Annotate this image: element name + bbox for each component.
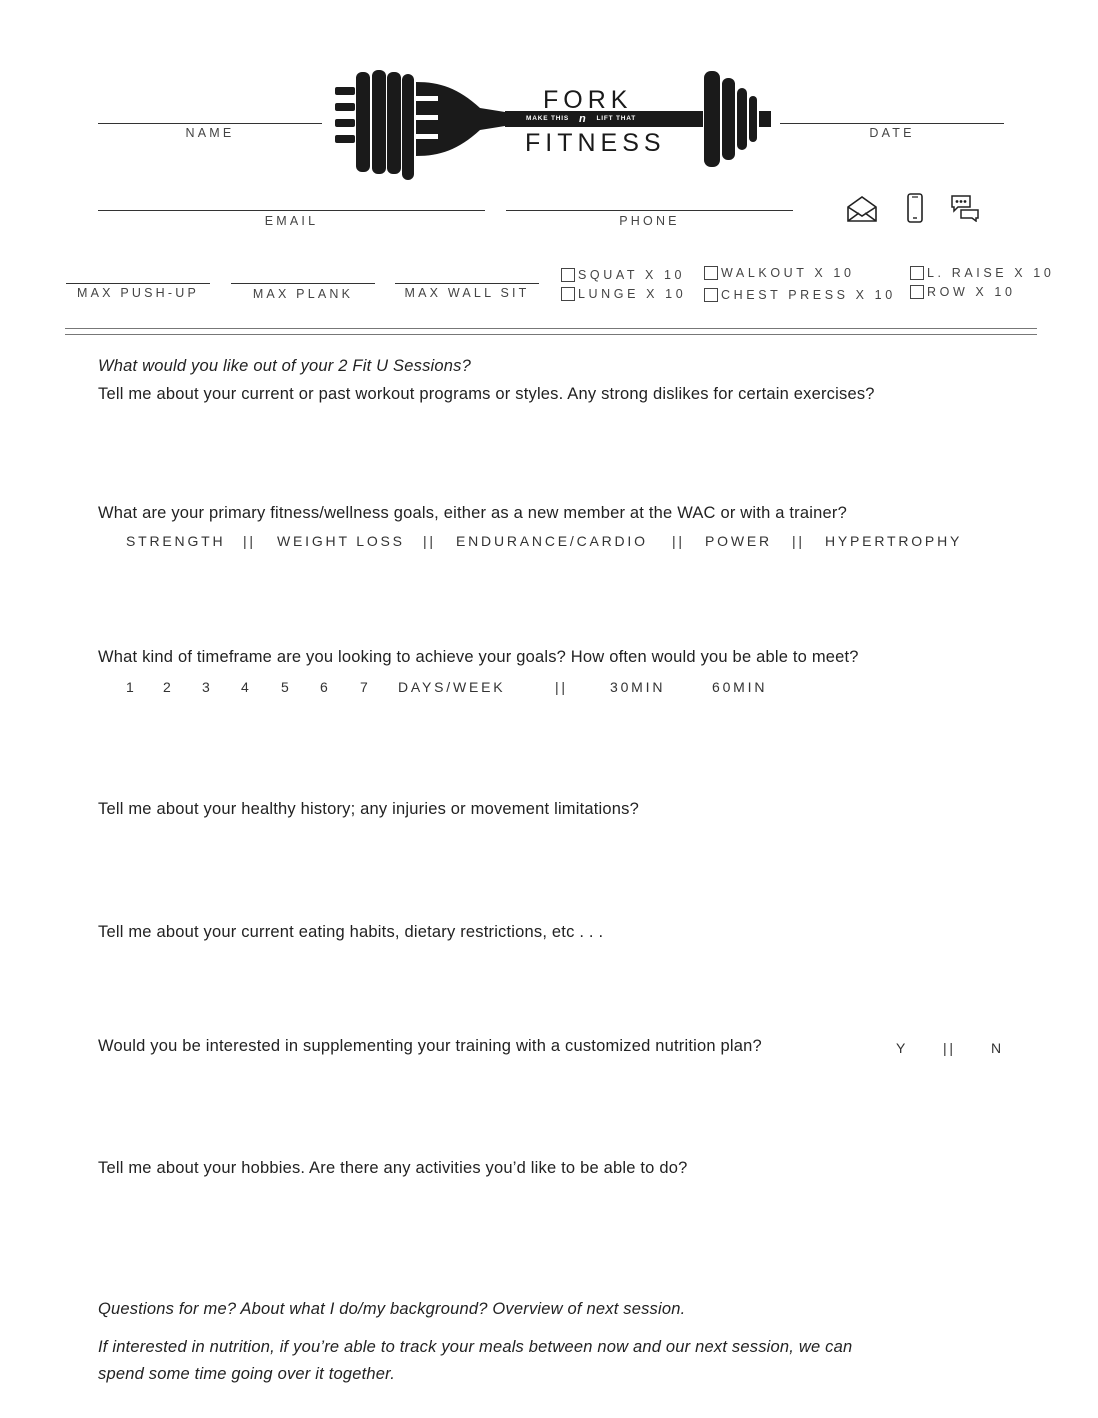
- duration-option-30min[interactable]: 30MIN: [610, 679, 666, 695]
- question-goals: What are your primary fitness/wellness goals, either as a new member at the WAC or with a trainer?: [98, 504, 847, 522]
- lunge-label: LUNGE X 10: [578, 287, 687, 301]
- row-checkbox[interactable]: [910, 285, 1016, 299]
- nutrition-option-yes[interactable]: Y: [896, 1040, 909, 1056]
- date-line[interactable]: [780, 123, 1004, 124]
- nutrition-option-no[interactable]: N: [991, 1040, 1004, 1056]
- days-option-7[interactable]: 7: [360, 679, 371, 695]
- mobile-phone-icon[interactable]: [906, 193, 924, 223]
- checkbox-box[interactable]: [704, 288, 718, 302]
- timeframe-separator: ||: [555, 679, 568, 695]
- walkout-label: WALKOUT X 10: [721, 266, 855, 280]
- l-raise-label: L. RAISE X 10: [927, 266, 1055, 280]
- logo-word-fitness: FITNESS: [525, 129, 666, 157]
- duration-option-60min[interactable]: 60MIN: [712, 679, 768, 695]
- checkbox-box[interactable]: [910, 285, 924, 299]
- tagline-right: LIFT THAT: [596, 115, 637, 122]
- question-nutrition-plan: Would you be interested in supplementing your training with a customized nutrition plan?: [98, 1037, 762, 1055]
- days-option-6[interactable]: 6: [320, 679, 331, 695]
- max-pushup-label: MAX PUSH-UP: [76, 286, 200, 300]
- chest-press-label: CHEST PRESS X 10: [721, 288, 896, 302]
- note-nutrition-tracking-1: If interested in nutrition, if you’re able to track your meals between now and our next session, we can: [98, 1338, 853, 1356]
- question-timeframe: What kind of timeframe are you looking to achieve your goals? How often would you be able to meet?: [98, 648, 859, 666]
- question-health-history: Tell me about your healthy history; any injuries or movement limitations?: [98, 800, 640, 818]
- note-nutrition-tracking-2: spend some time going over it together.: [98, 1365, 396, 1383]
- question-sessions: What would you like out of your 2 Fit U Sessions?: [98, 357, 471, 375]
- days-option-2[interactable]: 2: [163, 679, 174, 695]
- days-option-5[interactable]: 5: [281, 679, 292, 695]
- days-option-1[interactable]: 1: [126, 679, 137, 695]
- logo-word-fork: FORK: [543, 86, 633, 114]
- nutrition-separator: ||: [943, 1040, 956, 1056]
- days-option-4[interactable]: 4: [241, 679, 252, 695]
- phone-line[interactable]: [506, 210, 793, 211]
- date-label: DATE: [869, 126, 915, 140]
- l-raise-checkbox[interactable]: [910, 266, 1054, 280]
- lunge-checkbox[interactable]: [561, 287, 686, 301]
- name-label: NAME: [185, 126, 235, 140]
- days-per-week-label: DAYS/WEEK: [398, 679, 506, 695]
- email-label: EMAIL: [264, 214, 319, 228]
- walkout-checkbox[interactable]: [704, 266, 855, 280]
- checkbox-box[interactable]: [561, 287, 575, 301]
- max-plank-label: MAX PLANK: [252, 287, 354, 301]
- goal-option-endurance[interactable]: ENDURANCE/CARDIO: [456, 533, 648, 549]
- envelope-icon[interactable]: [846, 195, 878, 223]
- fork-fitness-logo: [330, 66, 775, 182]
- name-line[interactable]: [98, 123, 322, 124]
- checkbox-box[interactable]: [561, 268, 575, 282]
- goal-option-hypertrophy[interactable]: HYPERTROPHY: [825, 533, 963, 549]
- max-wall-sit-line[interactable]: [395, 283, 539, 284]
- max-pushup-line[interactable]: [66, 283, 210, 284]
- checkbox-box[interactable]: [910, 266, 924, 280]
- question-workout-history: Tell me about your current or past workout programs or styles. Any strong dislikes for certain exercises?: [98, 385, 875, 403]
- goal-option-power[interactable]: POWER: [705, 533, 772, 549]
- question-eating-habits: Tell me about your current eating habits, dietary restrictions, etc . . .: [98, 923, 604, 941]
- squat-checkbox[interactable]: [561, 268, 685, 282]
- goal-option-strength[interactable]: STRENGTH: [126, 533, 226, 549]
- logo-tagline: [526, 113, 636, 125]
- question-hobbies: Tell me about your hobbies. Are there any activities you’d like to be able to do?: [98, 1159, 688, 1177]
- chat-bubbles-icon[interactable]: [950, 194, 980, 222]
- chest-press-checkbox[interactable]: [704, 288, 896, 302]
- note-questions-for-me: Questions for me? About what I do/my background? Overview of next session.: [98, 1300, 686, 1318]
- goal-separator: ||: [243, 533, 256, 549]
- max-wall-sit-label: MAX WALL SIT: [404, 286, 530, 300]
- max-plank-line[interactable]: [231, 283, 375, 284]
- goal-option-weight-loss[interactable]: WEIGHT LOSS: [277, 533, 405, 549]
- tagline-left: MAKE THIS: [526, 115, 569, 122]
- goal-separator: ||: [423, 533, 436, 549]
- email-line[interactable]: [98, 210, 485, 211]
- phone-label: PHONE: [619, 214, 680, 228]
- tagline-mark: n: [578, 113, 587, 125]
- goal-separator: ||: [792, 533, 805, 549]
- section-divider: [65, 328, 1037, 335]
- goal-separator: ||: [672, 533, 685, 549]
- days-option-3[interactable]: 3: [202, 679, 213, 695]
- squat-label: SQUAT X 10: [578, 268, 686, 282]
- checkbox-box[interactable]: [704, 266, 718, 280]
- row-label: ROW X 10: [927, 285, 1016, 299]
